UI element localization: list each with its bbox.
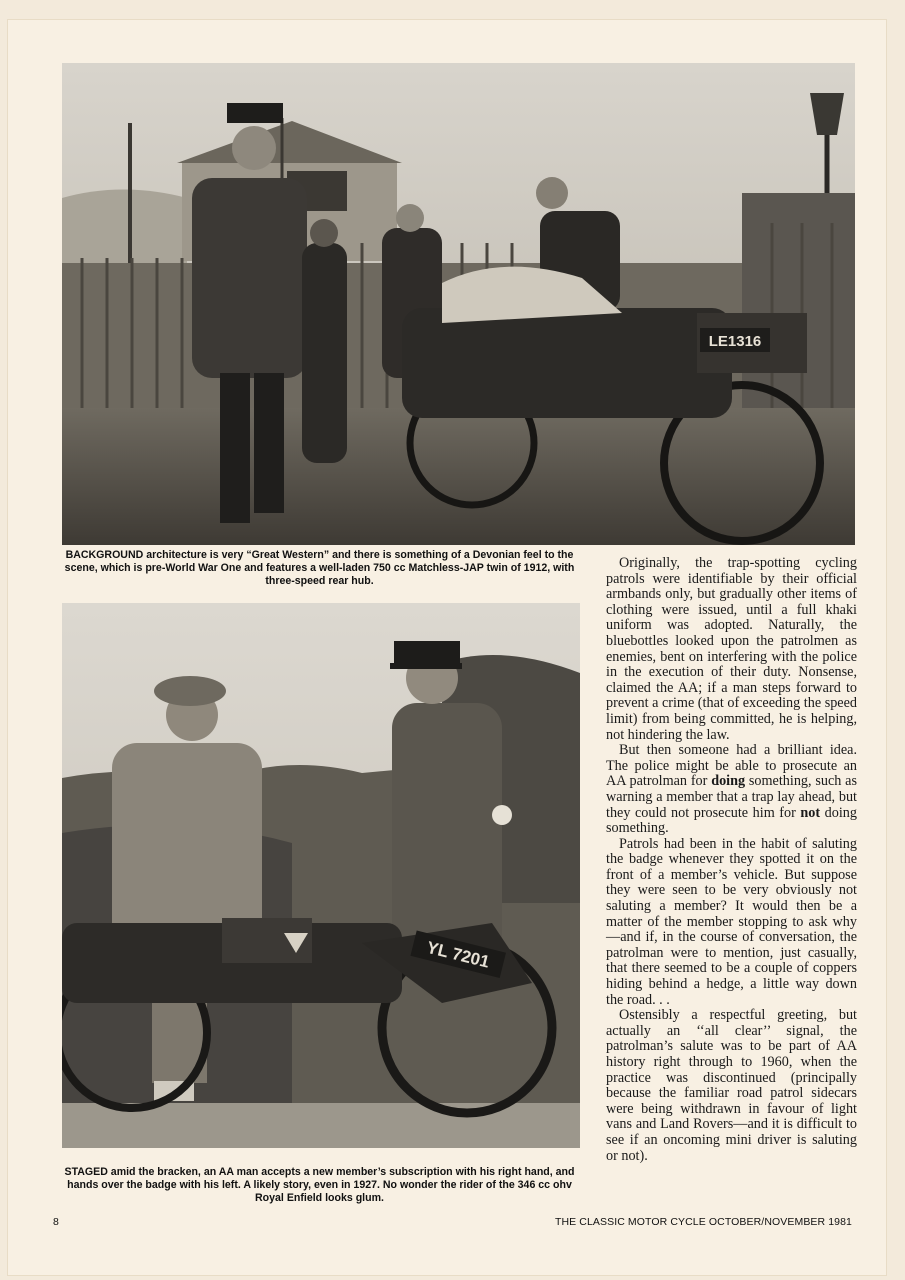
emphasis-not: not	[800, 804, 821, 821]
photo-royal-enfield-illustration	[62, 603, 580, 1148]
paragraph-2-text-c: doing something.	[606, 804, 857, 837]
caption-top: BACKGROUND architecture is very “Great Western” and there is something of a Devonian feel to the scene, which is pre-World War One and features a well-laden 750 cc Matchless-JAP twin of 1912, with three-speed rear hub.	[64, 549, 575, 587]
photo-royal-enfield-1927	[62, 603, 580, 1148]
article-paragraph-3: Patrols had been in the habit of saluting the badge whenever they spotted it on the front of a member’s vehicle. But suppose they were seen to be very obviously not saluting a member? It would then be a matter of the member stopping to ask why—and if, in the course of conversation, the patrolman were to mention, just casually, that there seemed to be a couple of coppers hiding behind a hedge, a little way down the road. . .	[606, 835, 857, 1008]
magazine-footer: THE CLASSIC MOTOR CYCLE OCTOBER/NOVEMBER 1981	[554, 1216, 852, 1228]
article-paragraph-1: Originally, the trap-spotting cycling patrols were identifiable by their official armbands only, but gradually other items of clothing were issued, until a full khaki uniform was adopted. Naturally, the bluebottles looked upon the patrolmen as enemies, bent on interfering with the police in the execution of their duty. Nonsense, claimed the AA; if a man steps forward to prevent a crime (that of exceeding the speed limit) from being committed, he is helping, not hindering the law.	[606, 555, 857, 743]
emphasis-doing: doing	[711, 773, 746, 790]
photo-bottom-plate-text: YL 7201	[424, 937, 492, 972]
article-paragraph-4: Ostensibly a respectful greeting, but actually an ‘‘all clear’’ signal, the patrolman’s salute was to be part of AA history right through to 1960, when the practice was discontinued (principally because the familiar road patrol sidecars were being withdrawn in favour of light vans and Land Rovers—and it is difficult to see if an oncoming mini driver is saluting or not).	[606, 1007, 857, 1164]
paragraph-2-text-a: But then someone had a brilliant idea. The police might be able to prosecute an AA patrolman for	[606, 742, 857, 790]
page-number: 8	[53, 1216, 59, 1228]
article-paragraph-2	[606, 743, 857, 837]
magazine-page	[8, 20, 886, 1275]
article-column	[606, 556, 857, 1164]
photo-matchless-1912	[62, 63, 855, 545]
photo-top-plate-text: LE1316	[708, 333, 762, 350]
caption-bottom: STAGED amid the bracken, an AA man accepts a new member’s subscription with his right hand, and hands over the badge with his left. A likely story, even in 1927. No wonder the rider of the 346 cc ohv Royal Enfield looks glum.	[64, 1166, 575, 1204]
photo-matchless-illustration	[62, 63, 855, 545]
paragraph-2-text-b: something, such as warning a member that a trap lay ahead, but they could not prosecute him for	[606, 773, 857, 821]
